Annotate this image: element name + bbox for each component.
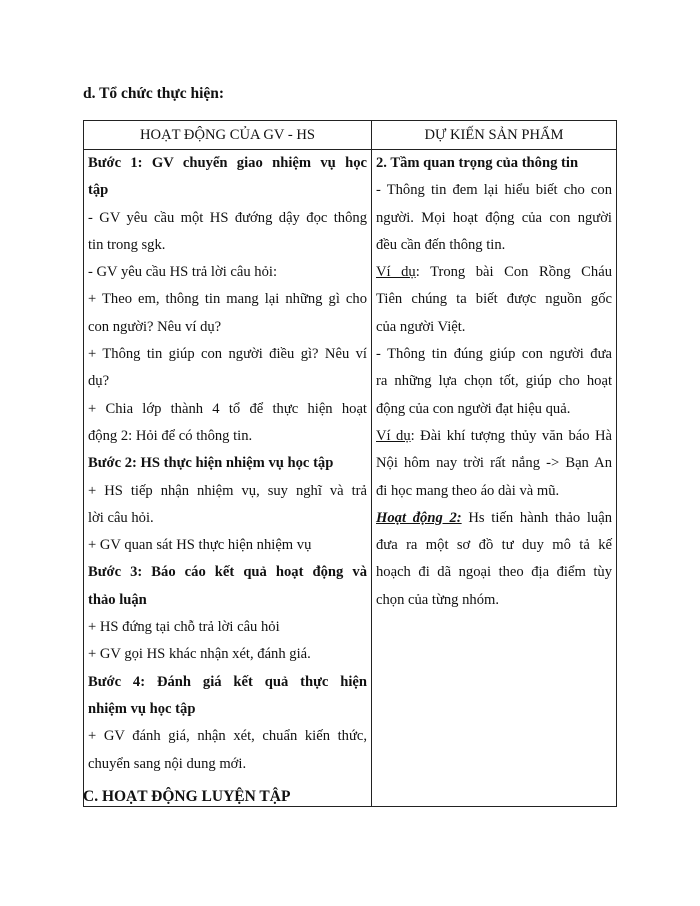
product-line: Nội hôm nay trời rất nắng -> Bạn An — [376, 455, 612, 472]
activity-line: lời câu hỏi. — [88, 509, 154, 526]
example-line — [376, 259, 612, 286]
activity-line: + Chia lớp thành 4 tổ để thực hiện hoạt — [88, 400, 367, 417]
activity-line: + HS tiếp nhận nhiệm vụ, suy nghĩ và trả — [88, 482, 367, 499]
activity-cell — [84, 150, 372, 807]
table-row — [84, 150, 617, 807]
product-line: chọn của từng nhóm. — [376, 591, 500, 608]
example-label: Ví dụ — [376, 264, 416, 281]
step-3-title-cont: thảo luận — [88, 591, 147, 608]
header-expected-product: DỰ KIẾN SẢN PHẨM — [372, 121, 617, 150]
activity-line: động 2: Hỏi để có thông tin. — [88, 427, 253, 444]
activity-line: + GV đánh giá, nhận xét, chuẩn kiến thức, — [88, 728, 367, 745]
step-4-title: Bước 4: Đánh giá kết quả thực hiện — [88, 673, 367, 690]
product-line: của người Việt. — [376, 318, 466, 335]
activity-2-label: Hoạt động 2: — [376, 509, 462, 526]
product-line: ra những lựa chọn tốt, giúp cho hoạt — [376, 373, 612, 390]
example-line — [376, 423, 612, 450]
header-teacher-student-activity: HOẠT ĐỘNG CỦA GV - HS — [84, 121, 372, 150]
activity-2-text: Hs tiến hành thảo luận — [461, 509, 612, 526]
activity-line: + Thông tin giúp con người điều gì? Nêu ví — [88, 346, 367, 363]
step-2-title: Bước 2: HS thực hiện nhiệm vụ học tập — [88, 455, 334, 472]
activity-line: dụ? — [88, 373, 110, 390]
activity-line: con người? Nêu ví dụ? — [88, 318, 222, 335]
product-heading: 2. Tầm quan trọng của thông tin — [376, 155, 579, 171]
product-line: đi học mang theo áo dài và mũ. — [376, 482, 560, 499]
step-1-title-cont: tập — [88, 182, 109, 199]
activity-line: + GV quan sát HS thực hiện nhiệm vụ — [88, 537, 312, 554]
activity-2-line — [376, 505, 612, 532]
example-text: : Đài khí tượng thủy văn báo Hà — [410, 427, 612, 444]
step-1-title: Bước 1: GV chuyển giao nhiệm vụ học — [88, 155, 367, 171]
example-text: : Trong bài Con Rồng Cháu — [415, 264, 612, 281]
product-line: người. Mọi hoạt động của con người — [376, 209, 612, 226]
example-label: Ví dụ — [376, 427, 411, 444]
table-header-row — [84, 121, 617, 150]
product-cell — [372, 150, 617, 807]
product-line: động của con người đạt hiệu quả. — [376, 400, 571, 417]
product-line: hoạch đi dã ngoại theo địa điểm tùy — [376, 564, 612, 581]
section-heading: d. Tổ chức thực hiện: — [83, 85, 225, 102]
activity-table — [83, 120, 617, 807]
product-line: đưa ra một sơ đồ tư duy mô tả kế — [376, 537, 612, 554]
product-line: đều cần đến thông tin. — [376, 236, 506, 253]
step-3-title: Bước 3: Báo cáo kết quả hoạt động và — [88, 564, 367, 581]
product-line: Tiên chúng ta biết được nguồn gốc — [376, 291, 612, 308]
activity-line: - GV yêu cầu HS trả lời câu hỏi: — [88, 264, 278, 281]
activity-line: + Theo em, thông tin mang lại những gì cho — [88, 291, 367, 308]
activity-line: chuyển sang nội dung mới. — [88, 755, 247, 772]
activity-line: + GV gọi HS khác nhận xét, đánh giá. — [88, 646, 311, 663]
product-line: - Thông tin đem lại hiểu biết cho con — [376, 182, 612, 199]
activity-line: - GV yêu cầu một HS đướng dậy đọc thông — [88, 209, 367, 226]
step-4-title-cont: nhiệm vụ học tập — [88, 700, 196, 717]
next-section-heading: C. HOẠT ĐỘNG LUYỆN TẬP — [83, 788, 291, 805]
activity-line: tin trong sgk. — [88, 236, 166, 253]
activity-line: + HS đứng tại chỗ trả lời câu hỏi — [88, 619, 280, 636]
product-line: - Thông tin đúng giúp con người đưa — [376, 346, 612, 363]
